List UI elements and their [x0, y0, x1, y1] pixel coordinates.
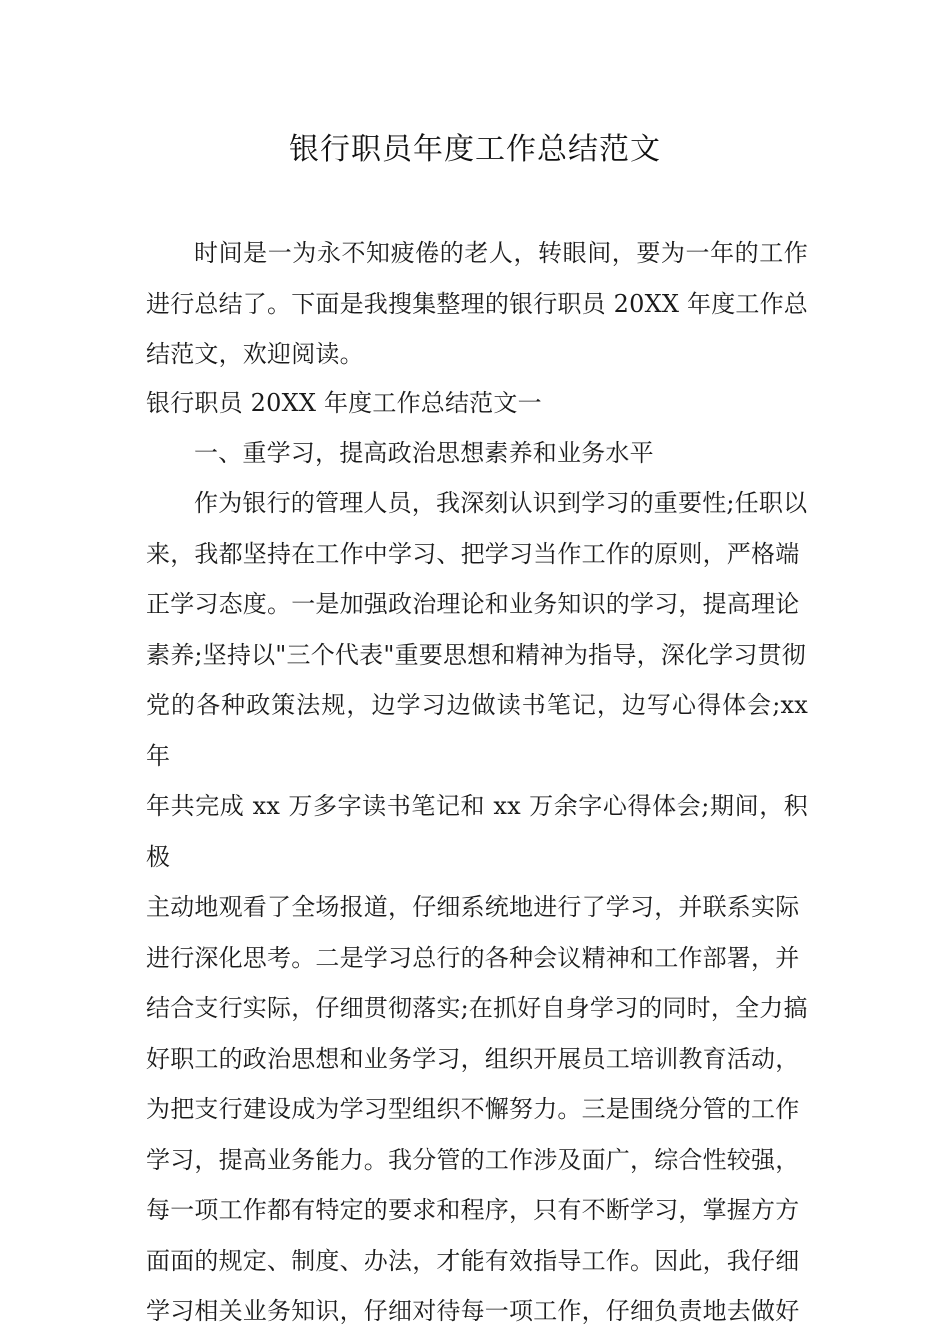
- document-title: 银行职员年度工作总结范文: [289, 132, 661, 167]
- paragraph-line: 党的各种政策法规，边学习边做读书笔记，边写心得体会;xx 年: [146, 691, 808, 770]
- paragraph-line: 学习，提高业务能力。我分管的工作涉及面广，综合性较强，: [146, 1145, 800, 1174]
- article-subtitle: 银行职员 20XX 年度工作总结范文一: [146, 389, 542, 417]
- paragraph-line: 为把支行建设成为学习型组织不懈努力。三是围绕分管的工作: [146, 1095, 800, 1123]
- section-block: [146, 428, 808, 479]
- paragraph-line: 来，我都坚持在工作中学习、把学习当作工作的原则，严格端: [146, 539, 800, 568]
- paragraph-line: 主动地观看了全场报道，仔细系统地进行了学习，并联系实际: [146, 893, 800, 921]
- paragraph-line: 好职工的政治思想和业务学习，组织开展员工培训教育活动，: [146, 1044, 800, 1073]
- section-heading: 一、重学习，提高政治思想素养和业务水平: [194, 439, 654, 467]
- intro-block: [146, 228, 808, 380]
- paragraph-line: 正学习态度。一是加强政治理论和业务知识的学习，提高理论: [146, 590, 800, 618]
- paragraph-line: 面面的规定、制度、办法，才能有效指导工作。因此，我仔细: [146, 1246, 800, 1275]
- paragraph-line: 进行深化思考。二是学习总行的各种会议精神和工作部署，并: [146, 943, 800, 972]
- main-paragraph: [146, 478, 808, 1337]
- subtitle-block: [146, 378, 808, 429]
- paragraph-line: 学习相关业务知识，仔细对待每一项工作，仔细负责地去做好: [146, 1297, 800, 1325]
- paragraph-line: 每一项工作都有特定的要求和程序，只有不断学习，掌握方方: [146, 1196, 800, 1224]
- paragraph-line: 素养;坚持以"三个代表"重要思想和精神为指导，深化学习贯彻: [146, 640, 806, 669]
- paragraph-line: 作为银行的管理人员，我深刻认识到学习的重要性;任职以: [194, 489, 808, 517]
- paragraph-line: 结合支行实际，仔细贯彻落实;在抓好自身学习的同时，全力搞: [146, 994, 808, 1022]
- intro-paragraph: 时间是一为永不知疲倦的老人，转眼间，要为一年的工作进行总结了。下面是我搜集整理的银行职员 20XX 年度工作总结范文，欢迎阅读。: [146, 239, 808, 368]
- paragraph-line: 年共完成 xx 万多字读书笔记和 xx 万余字心得体会;期间，积极: [146, 792, 808, 871]
